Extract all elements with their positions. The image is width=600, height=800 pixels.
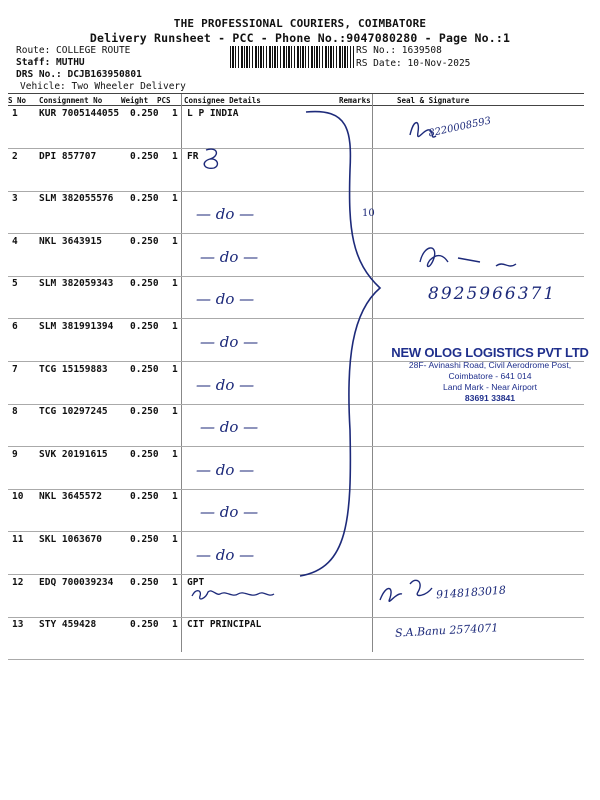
- stamp-landmark: Land Mark - Near Airport: [442, 382, 538, 392]
- row-consignment-no: SLM 382059343: [39, 278, 114, 289]
- row-sno: 3: [12, 193, 18, 204]
- curly-brace: [300, 112, 380, 576]
- company-stamp: [385, 345, 595, 404]
- row-pcs: 1: [172, 364, 178, 375]
- row-weight: 0.250: [130, 577, 159, 588]
- row-sno: 13: [12, 619, 24, 630]
- ditto-mark: — do —: [196, 290, 255, 308]
- row-consignment-no: TCG 15159883: [39, 364, 108, 375]
- stamp-address-1: 28F- Avinashi Road, Civil Aerodrome Post,: [408, 360, 572, 370]
- row-consignment-no: SLM 381991394: [39, 321, 114, 332]
- signature-phone-row12: 9148183018: [435, 583, 507, 602]
- row-weight: 0.250: [130, 364, 159, 375]
- row-consignee: GPT: [187, 577, 205, 588]
- row-weight: 0.250: [130, 406, 159, 417]
- row-consignment-no: EDQ 700039234: [39, 577, 114, 588]
- row-sno: 6: [12, 321, 18, 332]
- consignee-scribble-row12: [192, 591, 274, 599]
- ditto-mark: — do —: [200, 248, 259, 266]
- row-consignment-no: SVK 20191615: [39, 449, 108, 460]
- remarks-mark: 10: [362, 208, 375, 219]
- rs-date: RS Date: 10-Nov-2025: [356, 58, 471, 69]
- fr-squiggle: [204, 149, 217, 168]
- staff-label: Staff: MUTHU: [16, 57, 85, 68]
- row-pcs: 1: [172, 491, 178, 502]
- row-pcs: 1: [172, 151, 178, 162]
- row-consignment-no: DPI 857707: [39, 151, 97, 162]
- row-pcs: 1: [172, 278, 178, 289]
- row-consignment-no: TCG 10297245: [39, 406, 108, 417]
- row-consignment-no: NKL 3643915: [39, 236, 102, 247]
- stamp-address-2: Coimbatore - 641 014: [448, 371, 532, 381]
- row-pcs: 1: [172, 449, 178, 460]
- row-weight: 0.250: [130, 236, 159, 247]
- row-sno: 9: [12, 449, 18, 460]
- row-sno: 10: [12, 491, 24, 502]
- ditto-mark: — do —: [200, 418, 259, 436]
- stamp-phone: 83691 33841: [464, 393, 516, 403]
- ditto-mark: — do —: [200, 333, 259, 351]
- row-pcs: 1: [172, 321, 178, 332]
- row-weight: 0.250: [130, 278, 159, 289]
- row-weight: 0.250: [130, 619, 159, 630]
- ditto-mark: — do —: [196, 376, 255, 394]
- row-consignment-no: NKL 3645572: [39, 491, 102, 502]
- signature-row12: [380, 580, 432, 601]
- company-title: THE PROFESSIONAL COURIERS, COIMBATORE: [173, 17, 427, 30]
- stamp-company: NEW OLOG LOGISTICS PVT LTD: [391, 345, 589, 360]
- row-consignment-no: STY 459428: [39, 619, 97, 630]
- row-weight: 0.250: [130, 449, 159, 460]
- runsheet-subtitle: Delivery Runsheet - PCC - Phone No.:9047080280 - Page No.:1: [89, 31, 511, 45]
- row-sno: 2: [12, 151, 18, 162]
- row-weight: 0.250: [130, 151, 159, 162]
- row-sno: 11: [12, 534, 24, 545]
- row-sno: 4: [12, 236, 18, 247]
- rs-number: RS No.: 1639508: [356, 45, 442, 56]
- col-remarks: Remarks: [339, 96, 371, 105]
- row-weight: 0.250: [130, 491, 159, 502]
- row-consignee: CIT PRINCIPAL: [187, 619, 262, 630]
- handwritten-phone: 8925966371: [428, 284, 557, 304]
- ditto-mark: — do —: [196, 461, 255, 479]
- col-consignee: Consignee Details: [184, 96, 261, 105]
- row-consignment-no: SLM 382055576: [39, 193, 114, 204]
- route-label: Route: COLLEGE ROUTE: [16, 45, 131, 56]
- col-pcs: PCS: [157, 96, 171, 105]
- row-weight: 0.250: [130, 193, 159, 204]
- row-weight: 0.250: [130, 321, 159, 332]
- row-consignee: L P INDIA: [187, 108, 239, 119]
- row-pcs: 1: [172, 406, 178, 417]
- col-weight: Weight: [121, 96, 149, 105]
- row-sno: 7: [12, 364, 18, 375]
- row-weight: 0.250: [130, 534, 159, 545]
- row-pcs: 1: [172, 193, 178, 204]
- row-pcs: 1: [172, 534, 178, 545]
- vehicle-label: Vehicle: Two Wheeler Delivery: [20, 81, 186, 92]
- signature-row13: S.A.Banu 2574071: [394, 621, 499, 640]
- row-pcs: 1: [172, 577, 178, 588]
- row-consignment-no: SKL 1063670: [39, 534, 102, 545]
- row-sno: 12: [12, 577, 24, 588]
- signature-phone-row1: 8220008593: [427, 115, 493, 140]
- col-consignment: Consignment No: [39, 96, 103, 105]
- row-sno: 5: [12, 278, 18, 289]
- row-sno: 1: [12, 108, 18, 119]
- row-consignee: FR: [187, 151, 199, 162]
- ditto-mark: — do —: [200, 503, 259, 521]
- ditto-mark: — do —: [196, 546, 255, 564]
- row-weight: 0.250: [130, 108, 159, 119]
- col-seal: Seal & Signature: [397, 96, 470, 105]
- signature-row4: [420, 248, 516, 267]
- row-pcs: 1: [172, 108, 178, 119]
- row-consignment-no: KUR 7005144055: [39, 108, 120, 119]
- row-sno: 8: [12, 406, 18, 417]
- drs-label: DRS No.: DCJB163950801: [16, 69, 142, 80]
- row-pcs: 1: [172, 619, 178, 630]
- col-sno: S No: [8, 96, 27, 105]
- row-pcs: 1: [172, 236, 178, 247]
- ditto-mark: — do —: [196, 205, 255, 223]
